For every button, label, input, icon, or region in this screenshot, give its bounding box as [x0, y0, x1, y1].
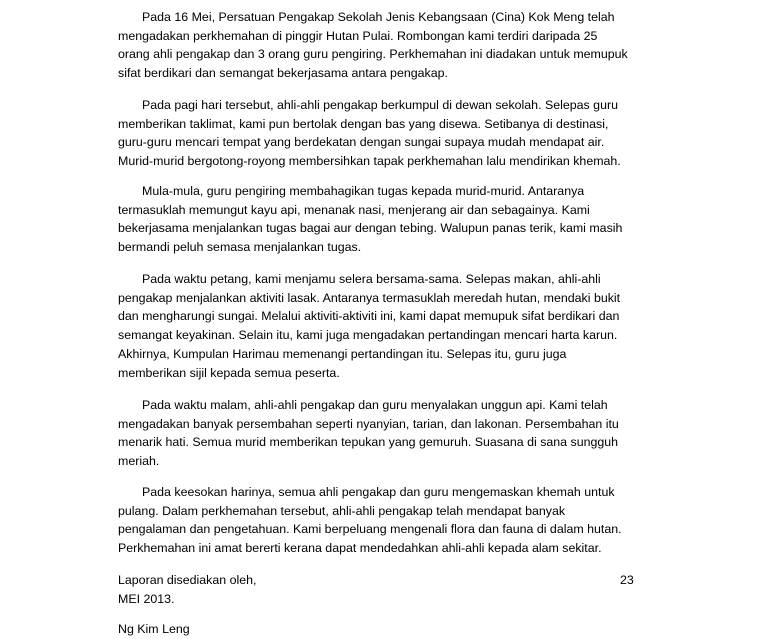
paragraph-3: [118, 182, 658, 257]
paragraph-line: dan mengharungi sungai. Melalui aktiviti-aktiviti ini, kami dapat memupuk sifat berdikari dan: [118, 309, 620, 324]
paragraph-2: [118, 96, 658, 171]
paragraph-line: termasuklah memungut kayu api, menanak nasi, menjerang air dan sebagainya. Kami: [118, 202, 590, 217]
paragraph-line: Pada 16 Mei, Persatuan Pengakap Sekolah Jenis Kebangsaan (Cina) Kok Meng telah: [142, 10, 615, 24]
paragraph-line: guru-guru mencari tempat yang berdekatan dengan sungai supaya mudah mendapat air.: [118, 135, 605, 150]
paragraph-line: sifat berdikari dan semangat bekerjasama antara pengakap.: [118, 66, 448, 81]
paragraph-line: semangat keyakinan. Selain itu, kami juga mengadakan pertandingan mencari harta karun.: [118, 328, 618, 343]
paragraph-line: Pada pagi hari tersebut, ahli-ahli pengakap berkumpul di dewan sekolah. Selepas guru: [142, 98, 618, 112]
paragraph-line: pengalaman dan pengetahuan. Kami berpeluang mengenali flora dan fauna di dalam hutan.: [118, 522, 622, 537]
footer-prepared-by: Laporan disediakan oleh,: [118, 573, 257, 587]
footer-author-name: Ng Kim Leng: [118, 622, 190, 636]
paragraph-line: bekerjasama menjalankan tugas bagai aur dengan tebing. Walupun panas terik, kami masih: [118, 221, 623, 236]
paragraph-line: orang ahli pengakap dan 3 orang guru pengiring. Perkhemahan ini diadakan untuk memupuk: [118, 47, 628, 62]
footer-date: MEI 2013.: [118, 592, 175, 606]
paragraph-line: memberikan taklimat, kami pun bertolak dengan bas yang disewa. Setibanya di destinasi,: [118, 116, 609, 131]
page-number: 23: [620, 573, 634, 587]
paragraph-line: Mula-mula, guru pengiring membahagikan tugas kepada murid-murid. Antaranya: [142, 184, 585, 198]
paragraph-line: mengadakan perkhemahan di pinggir Hutan Pulai. Rombongan kami terdiri daripada 25: [118, 28, 598, 43]
paragraph-line: pulang. Dalam perkhemahan tersebut, ahli-ahli pengakap telah mendapat banyak: [118, 503, 566, 518]
paragraph-line: meriah.: [118, 454, 160, 469]
paragraph-line: pengakap menjalankan aktiviti lasak. Antaranya termasuklah meredah hutan, mendaki bukit: [118, 290, 621, 305]
paragraph-5: [118, 396, 658, 471]
paragraph-line: bermandi peluh semasa menjalankan tugas.: [118, 240, 362, 255]
paragraph-line: Pada keesokan harinya, semua ahli pengakap dan guru mengemaskan khemah untuk: [142, 485, 615, 499]
paragraph-line: Pada waktu petang, kami menjamu selera bersama-sama. Selepas makan, ahli-ahli: [142, 272, 601, 286]
paragraph-4: [118, 270, 658, 382]
paragraph-line: Akhirnya, Kumpulan Harimau memenangi pertandingan itu. Selepas itu, guru juga: [118, 346, 567, 361]
paragraph-line: Pada waktu malam, ahli-ahli pengakap dan guru menyalakan unggun api. Kami telah: [142, 398, 608, 412]
paragraph-line: memberikan sijil kepada semua peserta.: [118, 365, 340, 380]
paragraph-line: Perkhemahan ini amat bererti kerana dapat mendedahkan ahli-ahli kepada alam sekitar.: [118, 541, 602, 556]
paragraph-6: [118, 483, 658, 558]
paragraph-line: Murid-murid bergotong-royong membersihkan tapak perkhemahan lalu mendirikan khemah.: [118, 154, 621, 169]
paragraph-line: mengadakan banyak persembahan seperti nyanyian, tarian, dan lakonan. Persembahan itu: [118, 416, 619, 431]
paragraph-1: [118, 8, 658, 83]
paragraph-line: menarik hati. Semua murid memberikan tepukan yang gemuruh. Suasana di sana sungguh: [118, 435, 619, 450]
